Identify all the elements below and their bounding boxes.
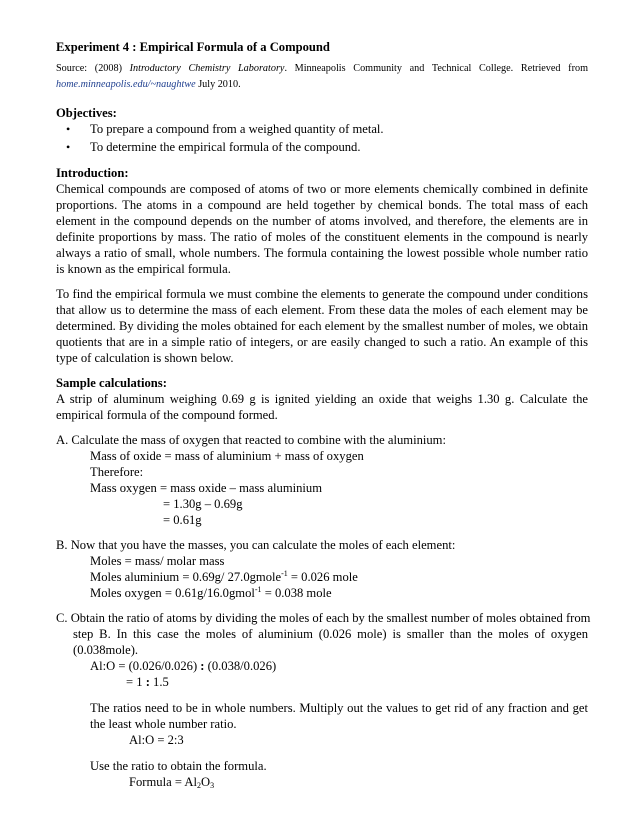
source-line <box>56 61 588 77</box>
step-a-line: = 0.61g <box>163 513 202 527</box>
intro-line: is known as the empirical formula. <box>56 262 231 276</box>
document-title: Experiment 4 : Empirical Formula of a Compound <box>56 40 330 54</box>
sample-line: A strip of aluminum weighing 0.69 g is ignited yielding an oxide that weighs 1.30 g. Calculate the <box>56 392 588 406</box>
source-date: July 2010. <box>195 79 241 90</box>
sample-line: empirical formula of the compound formed. <box>56 408 278 422</box>
objective-item: To determine the empirical formula of the compound. <box>90 140 361 154</box>
objectives-heading: Objectives: <box>56 106 117 120</box>
intro-line: determined. By dividing the moles obtained for each element by the smallest number of moles, we obtain <box>56 319 588 333</box>
step-b-line: Moles aluminium = 0.69g/ 27.0gmole$^{-1}$ = 0.026 mole <box>90 569 358 584</box>
bullet-icon: • <box>66 140 71 154</box>
whole-number-line: the least whole number ratio. <box>90 717 237 731</box>
sample-heading: Sample calculations: <box>56 376 167 390</box>
source-publisher: . Minneapolis Community and Technical College. Retrieved from <box>284 63 588 74</box>
intro-line: that allow us to determine the mass of each element. From these data the moles of each element may be <box>56 303 588 317</box>
objective-item: To prepare a compound from a weighed quantity of metal. <box>90 122 384 136</box>
introduction-heading: Introduction: <box>56 166 129 180</box>
step-b-line: Moles oxygen = 0.61g/16.0gmol$^{-1}$ = 0.038 mole <box>90 585 332 600</box>
whole-number-ratio: Al:O = 2:3 <box>129 733 184 747</box>
bullet-icon: • <box>66 122 71 136</box>
step-b-line: Moles = mass/ molar mass <box>90 554 225 568</box>
intro-line: type of calculation is shown below. <box>56 351 234 365</box>
step-a-label: A. Calculate the mass of oxygen that reacted to combine with the aluminium: <box>56 433 446 447</box>
source-prefix: Source: (2008) <box>56 63 130 74</box>
whole-number-line: The ratios need to be in whole numbers. Multiply out the values to get rid of any fraction and get <box>90 701 588 715</box>
step-c-line: (0.038mole). <box>73 643 139 657</box>
intro-line: proportions. The atoms in a compound are held together by chemical bonds. The total mass of each <box>56 198 588 212</box>
step-c-line: step B. In this case the moles of aluminium (0.026 mole) is smaller than the moles of oxygen <box>73 627 588 641</box>
formula-result: Formula = $Al_2O_3$ <box>129 775 215 790</box>
intro-line: element in the compound depends on the number of atoms involved, and therefore, the elements are in <box>56 214 588 228</box>
intro-line: quotients that are in a simple ratio of integers, or are easily changed to such a ratio. An example of this <box>56 335 588 349</box>
source-link[interactable]: home.minneapolis.edu/~naughtwe <box>56 79 196 90</box>
intro-line: To find the empirical formula we must combine the elements to generate the compound under conditions <box>56 287 588 301</box>
source-retrieval-line <box>56 77 241 93</box>
intro-line: definite proportions by mass. The ratio of moles of the constituent elements in the compound is nearly <box>56 230 588 244</box>
step-a-line: Therefore: <box>90 465 144 479</box>
step-b-label: B. Now that you have the masses, you can calculate the moles of each element: <box>56 538 456 552</box>
step-a-line: Mass of oxide = mass of aluminium + mass of oxygen <box>90 449 364 463</box>
source-book-title: Introductory Chemistry Laboratory <box>129 63 285 74</box>
intro-line: always a ratio of small, whole numbers. The formula containing the lowest possible whole number ratio <box>56 246 588 260</box>
ratio-line: Al:O = (0.026/0.026) : (0.038/0.026) <box>90 659 277 673</box>
formula-instruction: Use the ratio to obtain the formula. <box>90 759 267 773</box>
step-a-line: = 1.30g – 0.69g <box>163 497 243 511</box>
step-c-label: C. Obtain the ratio of atoms by dividing the moles of each by the smallest number of moles obtained from <box>56 611 591 625</box>
ratio-line: = 1 : 1.5 <box>126 675 169 689</box>
intro-line: Chemical compounds are composed of atoms of two or more elements chemically combined in definite <box>56 182 588 196</box>
step-a-line: Mass oxygen = mass oxide – mass aluminium <box>90 481 323 495</box>
